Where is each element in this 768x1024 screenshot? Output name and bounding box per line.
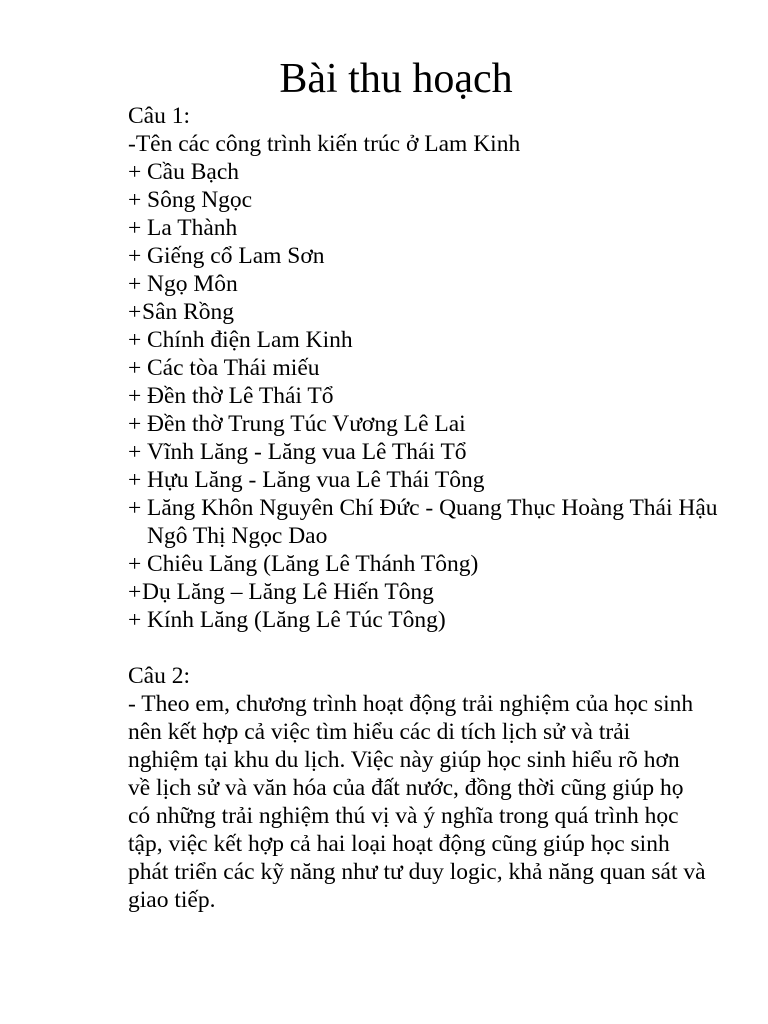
list-item-marker: + xyxy=(128,411,142,437)
list-item-marker: + xyxy=(128,551,142,577)
list-item-text: Vĩnh Lăng - Lăng vua Lê Thái Tổ xyxy=(147,439,467,465)
list-item-text: Đền thờ Trung Túc Vương Lê Lai xyxy=(147,411,466,437)
list-item-text: Cầu Bạch xyxy=(147,159,240,185)
question-1-intro: -Tên các công trình kiến trúc ở Lam Kinh xyxy=(128,131,521,157)
list-item-marker: + xyxy=(128,299,142,325)
section-spacer xyxy=(128,634,718,662)
list-item xyxy=(128,242,718,270)
list-item xyxy=(128,550,718,578)
list-item xyxy=(128,438,718,466)
question-2-paragraph: - Theo em, chương trình hoạt động trải nghiệm của học sinh nên kết hợp cả việc tìm hiểu các di tích lịch sử và trải nghiệm tại khu du lịch. Việc này giúp học sinh hiểu rõ hơn về lịch sử và văn hóa của đất nước, đồng thời cũng giúp họ có những trải nghiệm thú vị và ý nghĩa trong quá trình học tập, việc kết hợp cả hai loại hoạt động cũng giúp học sinh phát triển các kỹ năng như tư duy logic, khả năng quan sát và giao tiếp. xyxy=(128,691,706,913)
list-item xyxy=(128,578,718,606)
list-item-marker: + xyxy=(128,607,142,633)
list-item xyxy=(128,298,718,326)
list-item-text: Đền thờ Lê Thái Tổ xyxy=(147,383,334,409)
question-1-heading: Câu 1: xyxy=(128,103,191,129)
list-item-text: La Thành xyxy=(147,215,238,241)
list-item-marker: + xyxy=(128,187,142,213)
list-item xyxy=(128,466,718,494)
list-item-marker: + xyxy=(128,467,142,493)
list-item-text: Sông Ngọc xyxy=(147,187,253,213)
list-item-text: Ngọ Môn xyxy=(147,271,238,297)
list-item xyxy=(128,606,718,634)
list-item-text: Lăng Khôn Nguyên Chí Đức - Quang Thục Hoàng Thái Hậu Ngô Thị Ngọc Dao xyxy=(147,495,718,549)
list-item xyxy=(128,354,718,382)
list-item-text: Chính điện Lam Kinh xyxy=(147,327,353,353)
list-item xyxy=(128,494,718,550)
list-item-text: Giếng cổ Lam Sơn xyxy=(147,243,325,269)
list-item-text: Dụ Lăng – Lăng Lê Hiến Tông xyxy=(142,579,434,605)
list-item xyxy=(128,214,718,242)
list-item-marker: + xyxy=(128,495,142,521)
list-item xyxy=(128,382,718,410)
list-item-marker: + xyxy=(128,383,142,409)
list-item-marker: + xyxy=(128,243,142,269)
list-item-text: Các tòa Thái miếu xyxy=(147,355,320,381)
list-item xyxy=(128,270,718,298)
question-2-heading: Câu 2: xyxy=(128,663,191,689)
list-item xyxy=(128,186,718,214)
list-item xyxy=(128,326,718,354)
document-title: Bài thu hoạch xyxy=(279,56,513,102)
list-item-marker: + xyxy=(128,439,142,465)
list-item xyxy=(128,158,718,186)
document-body xyxy=(128,102,718,914)
list-item-text: Kính Lăng (Lăng Lê Túc Tông) xyxy=(147,607,446,633)
list-item xyxy=(128,410,718,438)
list-item-marker: + xyxy=(128,159,142,185)
list-item-marker: + xyxy=(128,271,142,297)
list-item-marker: + xyxy=(128,327,142,353)
list-item-text: Hựu Lăng - Lăng vua Lê Thái Tông xyxy=(147,467,485,493)
list-item-marker: + xyxy=(128,215,142,241)
list-item-marker: + xyxy=(128,579,142,605)
list-item-marker: + xyxy=(128,355,142,381)
list-item-text: Chiêu Lăng (Lăng Lê Thánh Tông) xyxy=(147,551,479,577)
list-item-text: Sân Rồng xyxy=(142,299,235,325)
